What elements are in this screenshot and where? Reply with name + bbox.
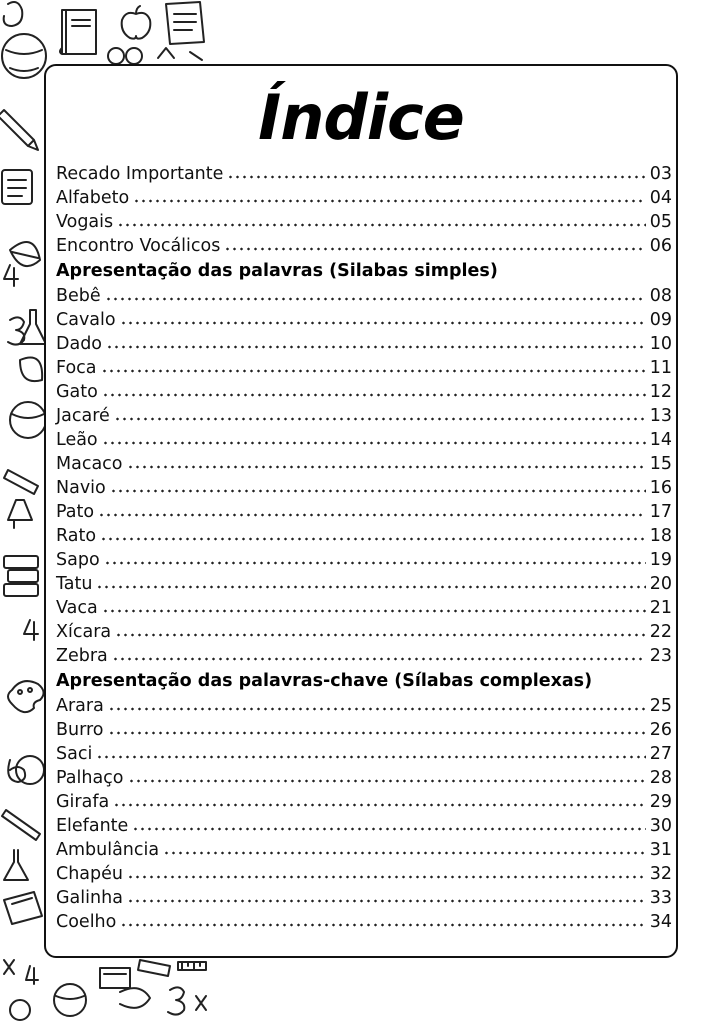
- dot-leader: [227, 174, 645, 180]
- page-title: Índice: [258, 81, 464, 154]
- toc-entry[interactable]: [56, 862, 672, 886]
- dot-leader: [127, 464, 646, 470]
- toc-entry-label: Navio: [56, 478, 106, 498]
- toc-entry[interactable]: [56, 910, 672, 934]
- toc-entry[interactable]: [56, 234, 672, 258]
- table-of-contents: [56, 162, 672, 934]
- toc-entry-label: Palhaço: [56, 768, 124, 788]
- flask-icon: [4, 850, 28, 880]
- toc-entry-label: Coelho: [56, 912, 117, 932]
- dot-leader: [100, 536, 646, 542]
- toc-entry[interactable]: [56, 404, 672, 428]
- toc-entry[interactable]: [56, 308, 672, 332]
- toc-entry[interactable]: [56, 814, 672, 838]
- dot-leader: [102, 440, 646, 446]
- toc-entry-label: Arara: [56, 696, 104, 716]
- book-icon: [4, 892, 42, 924]
- dot-leader: [132, 826, 645, 832]
- toc-entry-page: 27: [649, 744, 672, 764]
- toc-entry-page: 04: [649, 188, 672, 208]
- toc-entry-label: Saci: [56, 744, 93, 764]
- toc-entry-page: 26: [649, 720, 672, 740]
- dot-leader: [108, 706, 646, 712]
- toc-entry-page: 15: [649, 454, 672, 474]
- toc-entry[interactable]: [56, 428, 672, 452]
- dot-leader: [127, 898, 646, 904]
- toc-entry[interactable]: [56, 644, 672, 668]
- toc-entry-page: 12: [649, 382, 672, 402]
- flask-icon: [8, 500, 32, 528]
- leaf-icon: [120, 988, 150, 1008]
- toc-entry[interactable]: [56, 548, 672, 572]
- dot-leader: [108, 730, 646, 736]
- toc-entry-label: Rato: [56, 526, 97, 546]
- toc-entry-page: 22: [649, 622, 672, 642]
- toc-entry[interactable]: [56, 742, 672, 766]
- dot-leader: [117, 222, 646, 228]
- toc-entry[interactable]: [56, 838, 672, 862]
- ruler-icon: [178, 962, 206, 970]
- pencil-icon: [4, 470, 38, 494]
- digit-icon: [168, 987, 184, 1014]
- digit-icon: [4, 265, 18, 286]
- toc-entry-label: Galinha: [56, 888, 123, 908]
- toc-entry[interactable]: [56, 718, 672, 742]
- toc-entry-label: Bebê: [56, 286, 101, 306]
- digit-icon: [26, 966, 38, 984]
- toc-entry-label: Burro: [56, 720, 104, 740]
- toc-entry[interactable]: [56, 476, 672, 500]
- toc-entry-page: 13: [649, 406, 672, 426]
- toc-entry[interactable]: [56, 284, 672, 308]
- index-card: [44, 64, 678, 958]
- leaf-icon: [10, 242, 40, 266]
- dot-leader: [115, 632, 646, 638]
- toc-entry-label: Tatu: [56, 574, 93, 594]
- toc-entry-page: 33: [649, 888, 672, 908]
- toc-entry[interactable]: [56, 500, 672, 524]
- toc-entry-page: 19: [649, 550, 672, 570]
- toc-entry-page: 14: [649, 430, 672, 450]
- section-heading: Apresentação das palavras (Silabas simples): [56, 261, 498, 281]
- dot-leader: [112, 656, 646, 662]
- ruler-icon: [2, 810, 40, 840]
- toc-entry-page: 10: [649, 334, 672, 354]
- toc-entry-page: 03: [649, 164, 672, 184]
- toc-entry[interactable]: [56, 766, 672, 790]
- toc-entry[interactable]: [56, 524, 672, 548]
- pencil-icon: [0, 110, 38, 150]
- toc-entry-label: Foca: [56, 358, 97, 378]
- toc-entry-page: 17: [649, 502, 672, 522]
- toc-entry-page: 06: [649, 236, 672, 256]
- digit-icon: [4, 2, 23, 26]
- doodle-top-strip: [40, 0, 220, 70]
- toc-entry-label: Vaca: [56, 598, 98, 618]
- toc-entry-label: Chapéu: [56, 864, 124, 884]
- dot-leader: [113, 802, 645, 808]
- toc-entry[interactable]: [56, 162, 672, 186]
- dot-leader: [105, 296, 646, 302]
- toc-entry[interactable]: [56, 356, 672, 380]
- dot-leader: [120, 320, 646, 326]
- apple-icon: [122, 6, 151, 39]
- dot-leader: [128, 778, 646, 784]
- notepad-icon: [166, 2, 204, 44]
- leaf-icon: [20, 358, 42, 382]
- toc-entry-label: Cavalo: [56, 310, 116, 330]
- toc-entry-label: Leão: [56, 430, 98, 450]
- toc-entry[interactable]: [56, 186, 672, 210]
- toc-entry-label: Girafa: [56, 792, 110, 812]
- toc-entry[interactable]: [56, 210, 672, 234]
- toc-entry-label: Dado: [56, 334, 103, 354]
- toc-entry-page: 34: [649, 912, 672, 932]
- digit-icon: [24, 620, 38, 640]
- toc-entry-page: 08: [649, 286, 672, 306]
- dot-leader: [101, 368, 646, 374]
- toc-entry[interactable]: [56, 790, 672, 814]
- dot-leader: [106, 344, 646, 350]
- toc-entry-label: Vogais: [56, 212, 114, 232]
- toc-entry-label: Ambulância: [56, 840, 160, 860]
- dot-leader: [120, 922, 645, 928]
- book-icon: [4, 556, 38, 568]
- dot-leader: [110, 488, 646, 494]
- toc-entry-page: 28: [649, 768, 672, 788]
- toc-entry-page: 23: [649, 646, 672, 666]
- toc-entry-label: Macaco: [56, 454, 123, 474]
- toc-entry-label: Zebra: [56, 646, 108, 666]
- toc-entry[interactable]: [56, 620, 672, 644]
- toc-entry-label: Jacaré: [56, 406, 110, 426]
- dot-leader: [133, 198, 646, 204]
- dot-leader: [114, 416, 646, 422]
- toc-entry-page: 29: [649, 792, 672, 812]
- toc-entry-page: 09: [649, 310, 672, 330]
- toc-entry-page: 20: [649, 574, 672, 594]
- toc-entry-label: Pato: [56, 502, 95, 522]
- toc-entry-page: 16: [649, 478, 672, 498]
- notebook-icon: [100, 968, 130, 988]
- dot-leader: [163, 850, 646, 856]
- toc-entry-label: Encontro Vocálicos: [56, 236, 221, 256]
- toc-entry[interactable]: [56, 332, 672, 356]
- toc-entry-page: 31: [649, 840, 672, 860]
- dot-leader: [98, 512, 646, 518]
- doodle-icon: [4, 960, 14, 974]
- palette-icon: [8, 681, 44, 712]
- dot-leader: [127, 874, 646, 880]
- globe-icon: [10, 402, 46, 438]
- toc-entry-label: Gato: [56, 382, 98, 402]
- toc-entry[interactable]: [56, 886, 672, 910]
- toc-entry-page: 11: [649, 358, 672, 378]
- toc-entry[interactable]: [56, 572, 672, 596]
- dot-leader: [102, 608, 646, 614]
- dot-leader: [96, 584, 645, 590]
- dot-leader: [224, 246, 645, 252]
- toc-entry-label: Sapo: [56, 550, 100, 570]
- toc-entry[interactable]: [56, 380, 672, 404]
- toc-entry-page: 18: [649, 526, 672, 546]
- dot-leader: [102, 392, 646, 398]
- toc-entry-label: Alfabeto: [56, 188, 130, 208]
- dot-leader: [104, 560, 646, 566]
- toc-entry-label: Xícara: [56, 622, 112, 642]
- toc-entry-page: 05: [649, 212, 672, 232]
- toc-entry-page: 25: [649, 696, 672, 716]
- toc-entry[interactable]: [56, 596, 672, 620]
- toc-entry-page: 30: [649, 816, 672, 836]
- toc-entry-page: 21: [649, 598, 672, 618]
- toc-entry-label: Elefante: [56, 816, 129, 836]
- pencil-icon: [138, 960, 170, 976]
- toc-entry-label: Recado Importante: [56, 164, 224, 184]
- toc-entry[interactable]: [56, 694, 672, 718]
- book-icon: [60, 10, 96, 54]
- section-heading: Apresentação das palavras-chave (Sílabas complexas): [56, 671, 593, 691]
- toc-entry-page: 32: [649, 864, 672, 884]
- dot-leader: [96, 754, 645, 760]
- toc-entry[interactable]: [56, 452, 672, 476]
